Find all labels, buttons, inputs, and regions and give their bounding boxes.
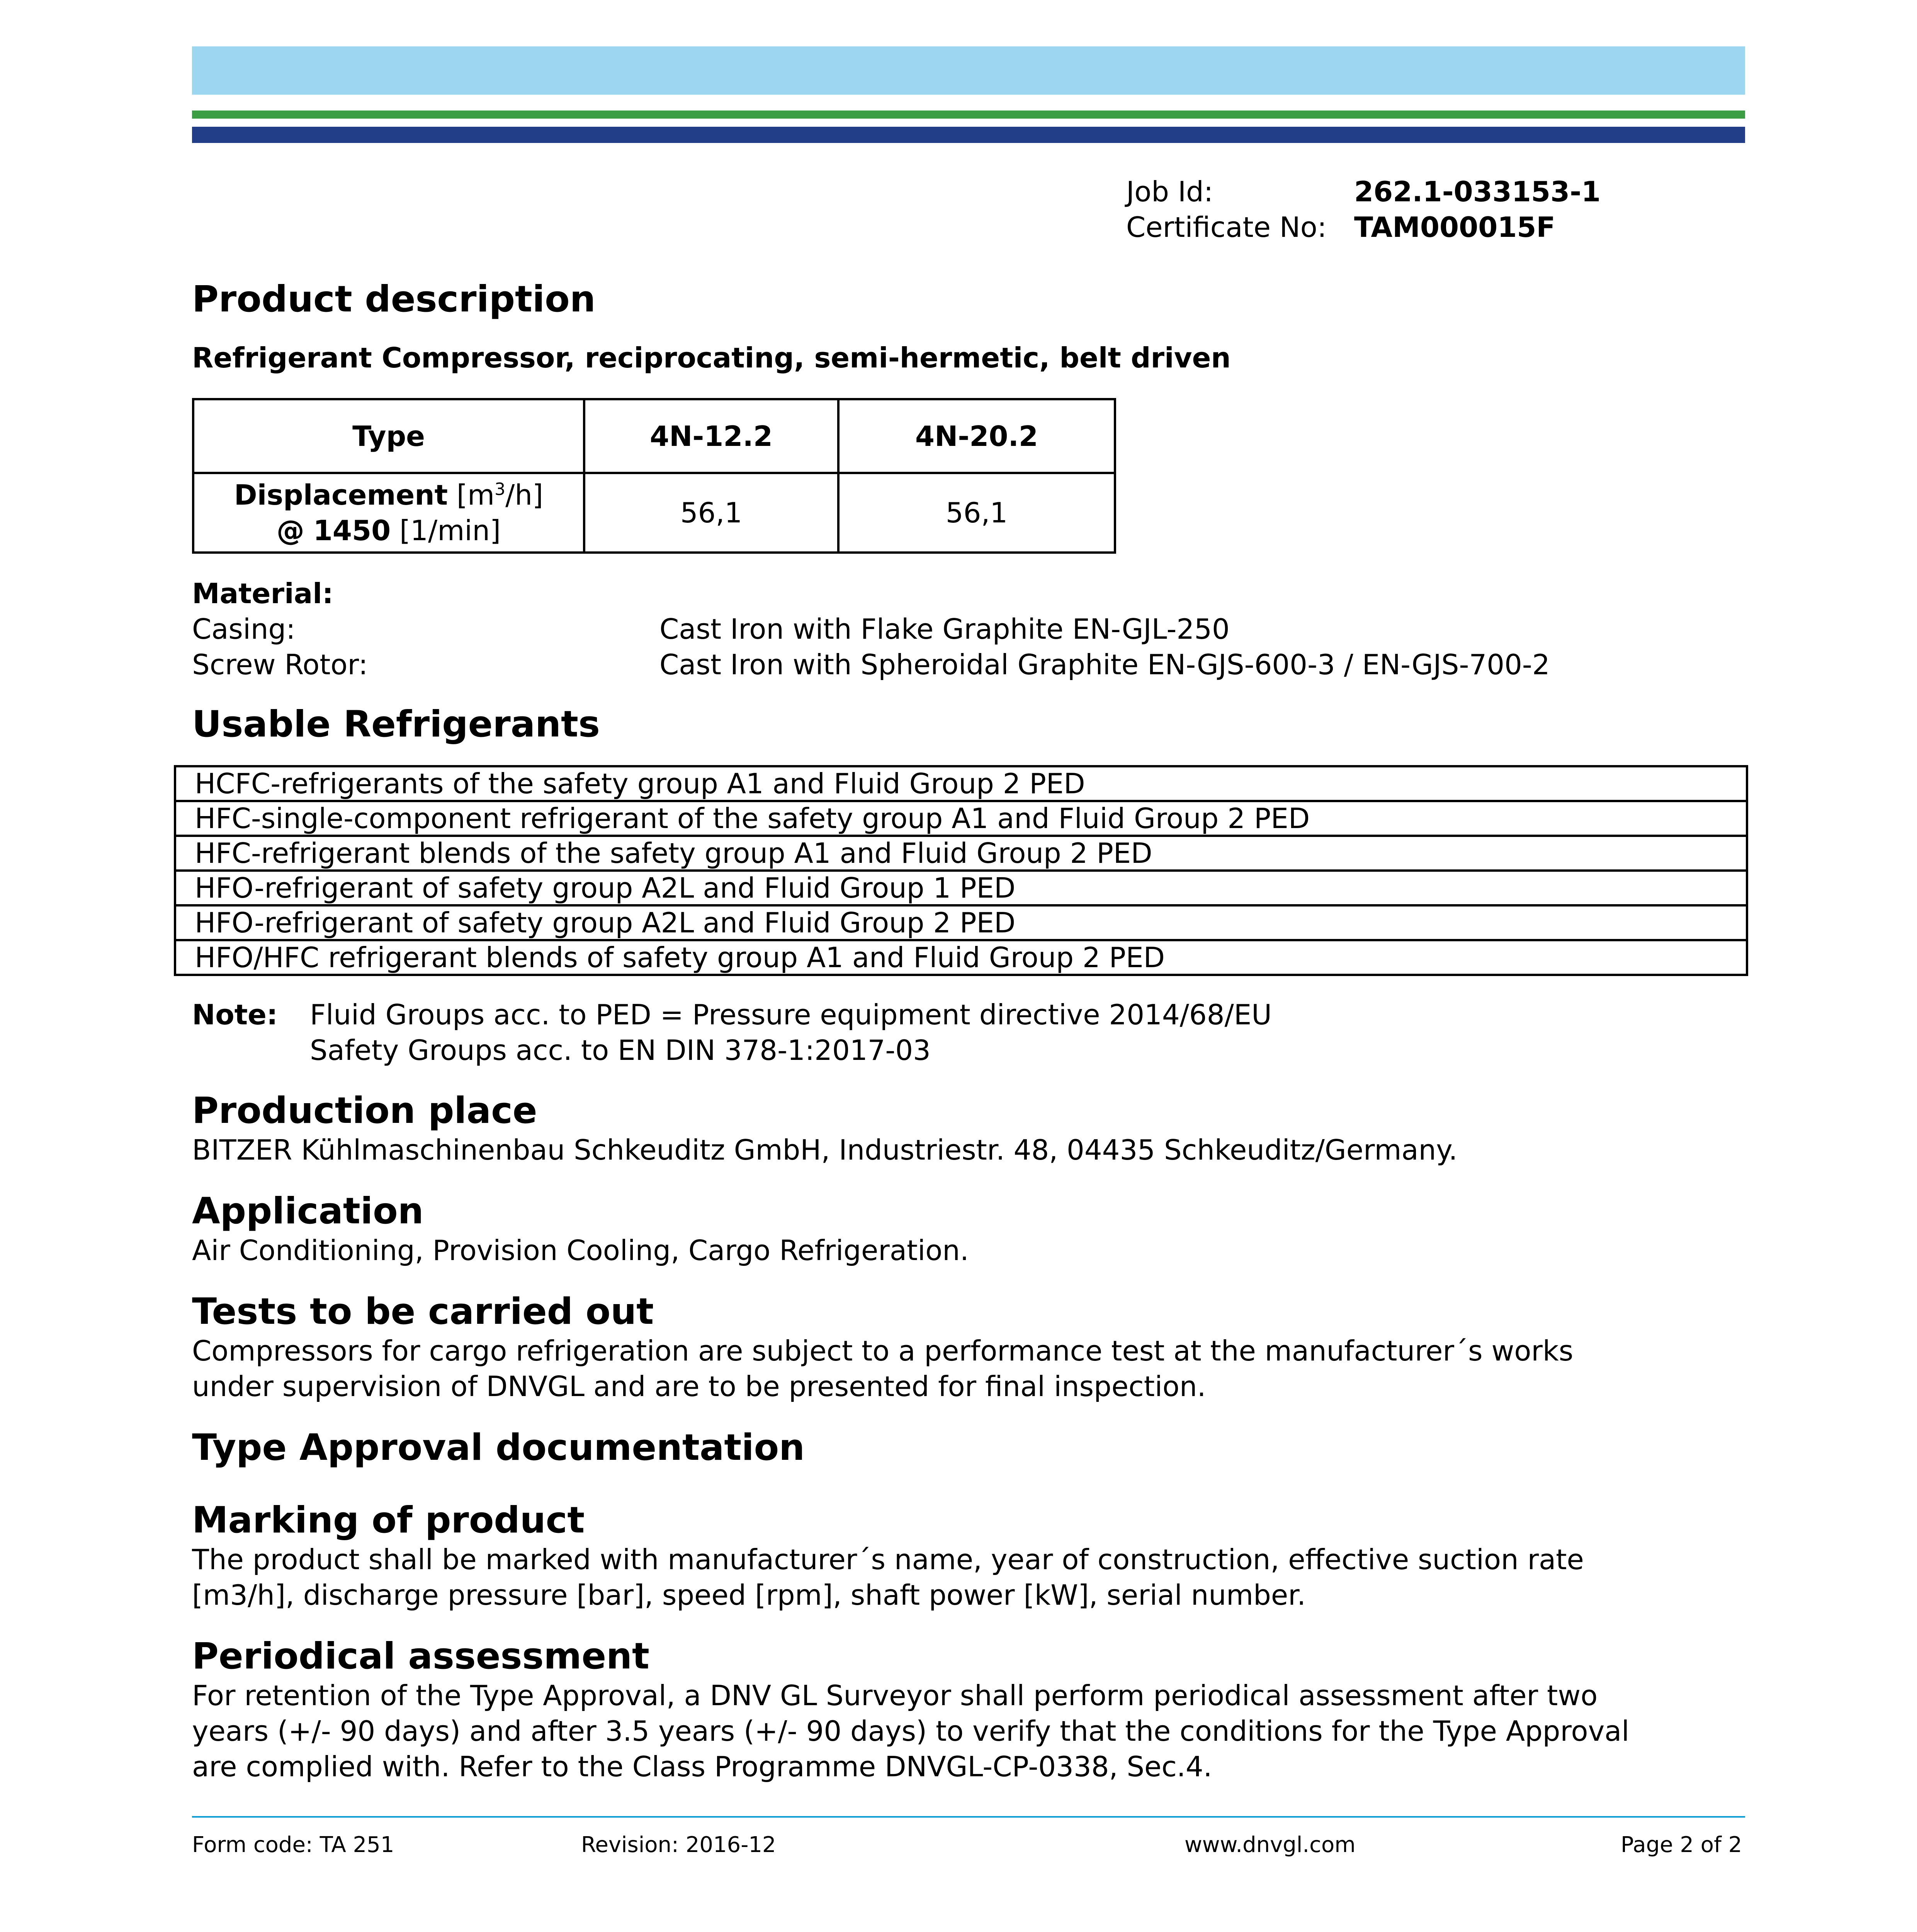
refrigerant-row: [175, 766, 1747, 801]
footer-website[interactable]: www.dnvgl.com: [1185, 1832, 1356, 1857]
material-label: Casing:: [192, 613, 296, 645]
heading-marking: Marking of product: [192, 1499, 585, 1541]
refrigerant-row: [175, 871, 1747, 905]
material-section: [192, 576, 1550, 682]
heading-periodical-assessment: Periodical assessment: [192, 1635, 649, 1677]
header-band-light-blue: [192, 46, 1745, 95]
certificate-no-label: Certificate No:: [1126, 211, 1327, 243]
refrigerant-item: HFO-refrigerant of safety group A2L and Fluid Group 1 PED: [175, 871, 1747, 905]
heading-production-place: Production place: [192, 1090, 537, 1132]
marking-line: [m3/h], discharge pressure [bar], speed [rpm], shaft power [kW], serial number.: [192, 1579, 1306, 1611]
periodical-text: [192, 1678, 1757, 1784]
type-table-header-row: [193, 399, 1115, 473]
material-label: Screw Rotor:: [192, 648, 368, 681]
displacement-label: Displacement: [234, 479, 448, 511]
displacement-unit: [457, 479, 543, 511]
material-row: [192, 647, 1550, 682]
periodical-line: years (+/- 90 days) and after 3.5 years (+/- 90 days) to verify that the conditions for the Type Approval: [192, 1715, 1630, 1747]
note-line: Safety Groups acc. to EN DIN 378-1:2017-03: [310, 1034, 931, 1066]
refrigerant-row: [175, 940, 1747, 975]
marking-text: [192, 1542, 1757, 1613]
heading-product-description: Product description: [192, 278, 596, 320]
certificate-info: [1126, 174, 1601, 245]
material-value: Cast Iron with Flake Graphite EN-GJL-250: [659, 613, 1230, 645]
type-label-cell: Type: [193, 399, 584, 473]
unit-post: /h]: [505, 479, 544, 511]
refrigerant-item: HFC-refrigerant blends of the safety group A1 and Fluid Group 2 PED: [175, 836, 1747, 871]
model-cell: 4N-20.2: [838, 399, 1115, 473]
speed-prefix: @: [276, 514, 304, 547]
refrigerant-row: [175, 905, 1747, 940]
tests-line: Compressors for cargo refrigeration are subject to a performance test at the manufacturer´s works: [192, 1335, 1574, 1367]
refrigerant-item: HFC-single-component refrigerant of the safety group A1 and Fluid Group 2 PED: [175, 801, 1747, 836]
refrigerant-row: [175, 801, 1747, 836]
unit-pre: [m: [456, 479, 495, 511]
refrigerant-item: HCFC-refrigerants of the safety group A1 and Fluid Group 2 PED: [175, 766, 1747, 801]
job-id-value: 262.1-033153-1: [1354, 175, 1601, 208]
tests-line: under supervision of DNVGL and are to be presented for final inspection.: [192, 1370, 1206, 1403]
refrigerants-table: [174, 765, 1748, 976]
heading-type-approval-documentation: Type Approval documentation: [192, 1427, 805, 1469]
type-table: [192, 398, 1116, 554]
note-line: Fluid Groups acc. to PED = Pressure equipment directive 2014/68/EU: [310, 998, 1272, 1031]
speed-unit: [1/min]: [399, 514, 501, 547]
displacement-label-cell: [193, 473, 584, 553]
heading-application: Application: [192, 1190, 424, 1232]
displacement-value-cell: 56,1: [838, 473, 1115, 553]
tests-text: [192, 1333, 1757, 1404]
footer-revision: Revision: 2016-12: [581, 1832, 776, 1857]
displacement-row: [193, 473, 1115, 553]
footer-form-code: Form code: TA 251: [192, 1832, 394, 1857]
job-id-label: Job Id:: [1126, 175, 1213, 208]
heading-usable-refrigerants: Usable Refrigerants: [192, 703, 600, 745]
material-heading: Material:: [192, 577, 333, 610]
note-label: Note:: [192, 998, 278, 1031]
header-band-green: [192, 111, 1745, 119]
footer-page-number: Page 2 of 2: [1621, 1832, 1742, 1857]
note-block: [192, 997, 1272, 1068]
product-subtitle: Refrigerant Compressor, reciprocating, semi-hermetic, belt driven: [192, 342, 1231, 374]
material-value: Cast Iron with Spheroidal Graphite EN-GJS-600-3 / EN-GJS-700-2: [659, 648, 1550, 681]
heading-tests: Tests to be carried out: [192, 1291, 654, 1333]
speed-value: 1450: [313, 514, 391, 547]
periodical-line: are complied with. Refer to the Class Programme DNVGL-CP-0338, Sec.4.: [192, 1750, 1212, 1783]
refrigerant-item: HFO/HFC refrigerant blends of safety group A1 and Fluid Group 2 PED: [175, 940, 1747, 975]
material-row: [192, 611, 1550, 647]
production-place-text: BITZER Kühlmaschinenbau Schkeuditz GmbH, Industriestr. 48, 04435 Schkeuditz/Germany.: [192, 1134, 1458, 1166]
refrigerant-item: HFO-refrigerant of safety group A2L and Fluid Group 2 PED: [175, 905, 1747, 940]
unit-superscript: 3: [495, 480, 506, 499]
displacement-value-cell: 56,1: [584, 473, 838, 553]
model-cell: 4N-12.2: [584, 399, 838, 473]
certificate-no-value: TAM000015F: [1354, 211, 1555, 243]
periodical-line: For retention of the Type Approval, a DNV GL Surveyor shall perform periodical assessment after two: [192, 1679, 1598, 1712]
refrigerant-row: [175, 836, 1747, 871]
header-band-navy: [192, 127, 1745, 143]
footer-divider: [192, 1816, 1745, 1818]
application-text: Air Conditioning, Provision Cooling, Cargo Refrigeration.: [192, 1234, 969, 1267]
marking-line: The product shall be marked with manufacturer´s name, year of construction, effective suction rate: [192, 1543, 1584, 1576]
